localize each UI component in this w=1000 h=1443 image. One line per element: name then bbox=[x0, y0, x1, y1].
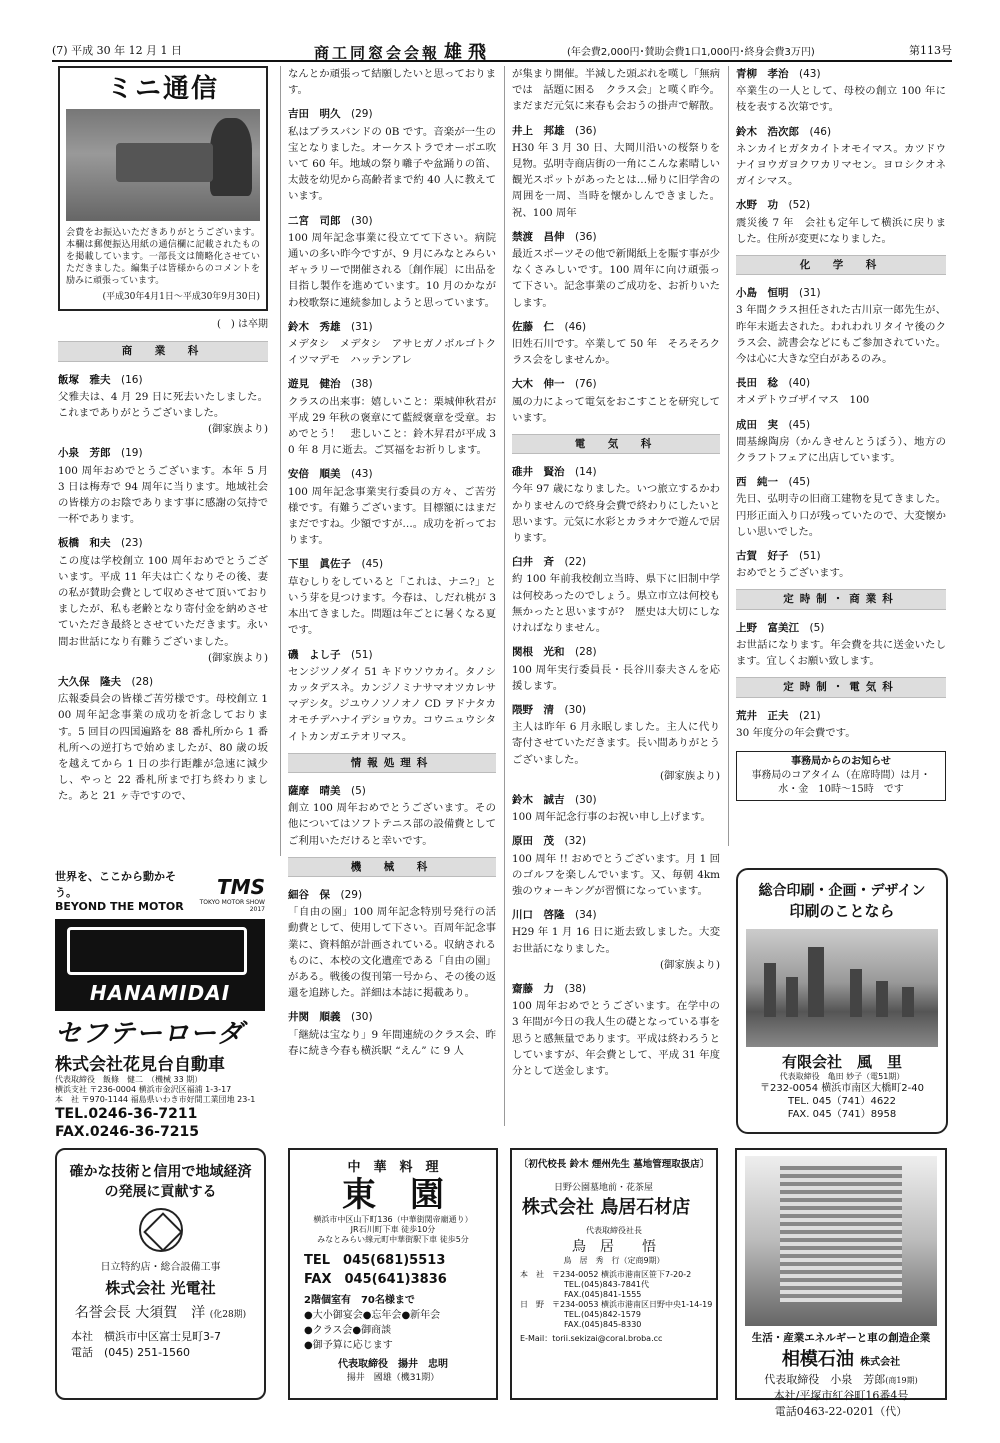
message-text: メデタシ メデタシ アサヒガノボルゴトクイツマデモ ハッテンアレ bbox=[288, 338, 496, 367]
message-text: 約 100 年前我校創立当時、県下に旧制中学は何校あったのでしょう。県立市立は何校も無かったと思いますが? 歴史は大切にしなければなりません。 bbox=[512, 573, 720, 635]
paper-name: 商工同窓会会報 雄飛 bbox=[314, 42, 493, 63]
message-text: 100 周年おめでとうございます。本年 5 月 3 日は梅寿で 94 周年に当ります。地域社会の皆様方のお陰であります事に感謝の気持で一杯であります。 bbox=[58, 464, 268, 526]
address-2: JR石川町下車 徒歩10分 bbox=[350, 1225, 436, 1234]
class-year: (38) bbox=[351, 378, 373, 391]
class-year: (40) bbox=[788, 377, 811, 390]
section-heading: 商 業 科 bbox=[58, 341, 268, 361]
continued-text: が集まり開催。半減した頭ぶれを嘆し「無病では 話題に困る クラス会」と嘆く昨今。まだまだ元気に来春も会おうの掛声で解散。 bbox=[512, 68, 720, 113]
message-text: オメデトウゴザイマス 100 bbox=[736, 394, 870, 407]
member-name bbox=[512, 319, 720, 335]
hq-address: 本 社 〒234-0052 横浜市港南区笹下7-20-2 bbox=[520, 1270, 692, 1279]
class-year: (28) bbox=[575, 646, 597, 659]
class-year: (5) bbox=[809, 621, 825, 634]
paper-title: 雄飛 bbox=[444, 42, 493, 63]
class-year: (5) bbox=[351, 784, 366, 797]
ad-slogan: 生活・産業エネルギーと車の創造企業 bbox=[751, 1332, 931, 1344]
message-entry bbox=[512, 833, 720, 899]
restaurant-name: 東 園 bbox=[342, 1175, 444, 1215]
class-year: (29) bbox=[340, 888, 363, 901]
mini-description: 会費をお振込いただきありがとうございます。本欄は郵便振込用紙の通信欄に記載されたものを掲載しています。一部長文は簡略化させていただきました。編集子は皆様からのコメントを励みに頑張っています。 bbox=[66, 228, 260, 286]
member-name bbox=[288, 376, 496, 392]
member-name bbox=[736, 375, 946, 391]
representative: 代表取締役 飯條 健二 （機械 33 期） bbox=[55, 1075, 203, 1084]
ad-line1: 総合印刷・企画・デザイン bbox=[758, 883, 926, 899]
page-header bbox=[52, 38, 952, 62]
bullet-1: ●大小御宴会●忘年会●新年会 bbox=[304, 1310, 441, 1321]
member-name bbox=[288, 106, 496, 122]
message-text: 創立 100 周年おめでとうございます。その他についてはソフトテニス部の設備費としてご利用いただけると幸いです。 bbox=[288, 802, 496, 847]
message-text: ネンカイヒガタカイトオモイマス。カツドウナイヨウガヨクワカリマセン。ヨロシクオネガイシマス。 bbox=[736, 142, 946, 188]
member-name bbox=[736, 417, 946, 433]
ad-torii-sekizai bbox=[510, 1148, 718, 1400]
ad-koudensha bbox=[55, 1148, 266, 1400]
member-name bbox=[736, 474, 946, 490]
email: E-Mail：torii.sekizai@coral.broba.cc bbox=[520, 1334, 663, 1343]
bullet-3: ●御予算に応じます bbox=[304, 1340, 393, 1351]
message-entry bbox=[288, 783, 496, 849]
ad-slogan: 世界を、ここから動かそう。 bbox=[55, 870, 176, 899]
message-entry bbox=[288, 556, 496, 638]
brand-name: HANAMIDAI bbox=[89, 981, 231, 1005]
message-text: 卒業生の一人として、母校の創立 100 年に枝を表する次第です。 bbox=[736, 85, 946, 114]
message-entry bbox=[58, 674, 268, 805]
city-skyline-photo bbox=[746, 929, 938, 1047]
ad-beyond: BEYOND THE MOTOR bbox=[55, 900, 184, 913]
fee-info: (年会費2,000円･賛助会費1口1,000円･終身会費3万円) bbox=[567, 47, 815, 58]
message-text: 100 周年記念事業に役立てて下さい。病院通いの多い昨今ですが、9 月にみなとみらいギャラリーで開催される〔創作展〕に出品を目指し製作を進めています。10 月のかながわ校歌祭に連続参加しようと思っています。 bbox=[288, 231, 496, 309]
company-name: 株式会社 鳥居石材店 bbox=[522, 1197, 691, 1218]
ad-slogan: 確かな技術と信用で地域経済の発展に貢献する bbox=[69, 1164, 252, 1200]
message-text: 100 周年実行委員長・長谷川泰夫さんを応援します。 bbox=[512, 663, 720, 692]
member-name-text: 安倍 順美 bbox=[288, 468, 341, 481]
message-entry bbox=[512, 702, 720, 784]
member-name-text: 吉田 明久 bbox=[288, 108, 341, 121]
member-name-text: 臼井 斉 bbox=[512, 556, 554, 569]
member-name bbox=[512, 464, 720, 480]
representative: 代表取締役 小泉 芳郎(商19期) bbox=[764, 1373, 918, 1386]
hq-fax: FAX.(045)841-1555 bbox=[564, 1290, 642, 1299]
building-photo bbox=[745, 1156, 937, 1326]
message-entry bbox=[512, 792, 720, 825]
message-entry bbox=[736, 708, 946, 741]
member-name bbox=[512, 554, 720, 570]
ad-tag: 〔初代校長 鈴木 煙州先生 墓地管理取扱店〕 bbox=[518, 1159, 710, 1170]
section-heading: 定時制・商業科 bbox=[736, 589, 946, 609]
message-text: 30 年度分の年会費です。 bbox=[736, 726, 856, 739]
member-name bbox=[512, 229, 720, 245]
member-name-text: 板橋 和夫 bbox=[58, 537, 111, 550]
branch-phone: TEL.(045)842-1579 bbox=[564, 1310, 641, 1319]
member-name bbox=[288, 556, 496, 572]
class-year: (19) bbox=[121, 447, 143, 460]
member-name bbox=[288, 466, 496, 482]
fax: FAX.0246-36-7215 bbox=[55, 1124, 199, 1140]
member-name-text: 下里 眞佐子 bbox=[288, 558, 351, 571]
message-text: 100 周年 !! おめでとうございます。月 1 回のゴルフを楽しんでいます。又、毎朝 4km 強のウォーキングが習慣になっています。 bbox=[512, 852, 720, 897]
message-entry bbox=[736, 285, 946, 367]
message-text: 先日、弘明寺の旧商工建物を見てきました。円形正面入り口が残っていたので、大変懐かしい思いでした。 bbox=[736, 493, 946, 538]
message-text: 父雅夫は、4 月 29 日に死去いたしました。これまでありがとうございました。 bbox=[58, 390, 268, 420]
tms-logo: TMS bbox=[217, 875, 265, 899]
member-name bbox=[288, 647, 496, 663]
member-name bbox=[736, 620, 946, 636]
company-name: 有限会社 風 里 bbox=[781, 1053, 902, 1071]
ad-sagami-sekiyu bbox=[735, 1148, 947, 1418]
member-name-text: 禁渡 昌伸 bbox=[512, 230, 565, 243]
message-entry bbox=[512, 907, 720, 973]
member-name-text: 井上 邦雄 bbox=[512, 124, 565, 137]
section-heading: 情報処理科 bbox=[288, 753, 496, 773]
notice-title: 事務局からのお知らせ bbox=[791, 755, 891, 767]
message-entry bbox=[288, 376, 496, 458]
message-signature: (御家族より) bbox=[659, 769, 720, 782]
message-text: 草むしりをしていると「これは、ナニ?」という芽を見つけます。今春は、しだれ桃が 3 本出てきました。問題は年ごとに暑くなる夏です。 bbox=[288, 575, 496, 637]
member-name-text: 上野 富美江 bbox=[736, 621, 799, 634]
member-name-text: 水野 功 bbox=[736, 199, 778, 212]
address-3: みなとみらい線元町中華街駅下車 徒歩5分 bbox=[317, 1235, 469, 1244]
member-name bbox=[736, 197, 946, 213]
branch-fax: FAX.(045)845-8330 bbox=[564, 1320, 642, 1329]
class-year: (30) bbox=[351, 214, 373, 227]
message-text: 3 年間クラス担任された古川京一郎先生が、昨年末逝去された。われわれリタイヤ後のクラス会、読書会などにもご参加されていた。今は心に大きな空白があるのみ。 bbox=[736, 304, 946, 366]
class-year: (34) bbox=[575, 909, 597, 922]
address: 本社 横浜市中区富士見町3-7 bbox=[71, 1330, 221, 1343]
message-entry bbox=[512, 464, 720, 546]
member-name bbox=[512, 907, 720, 923]
company-logo-icon bbox=[139, 1208, 183, 1252]
member-name-text: 西 純一 bbox=[736, 476, 778, 489]
monument-photo bbox=[66, 109, 260, 221]
section-heading: 機 械 科 bbox=[288, 857, 496, 877]
member-name-text: 小島 恒明 bbox=[736, 287, 789, 300]
message-text: H29 年 1 月 16 日に逝去致しました。大変お世話になりました。 bbox=[512, 926, 720, 955]
member-name-text: 関根 光和 bbox=[512, 646, 565, 659]
message-text: 私はブラスバンドの 0B です。音楽が一生の宝となりました。オーケストラでオーボエ吹いて 60 年。地域の祭り囃子や盆踊りの笛、太鼓を幼児から高齢者まで約 40 人に教えています。 bbox=[288, 125, 496, 203]
member-name-text: 碓井 賢治 bbox=[512, 466, 565, 479]
message-entry bbox=[288, 106, 496, 204]
member-name-text: 大久保 隆夫 bbox=[58, 676, 121, 689]
member-name bbox=[512, 792, 720, 808]
message-signature: (御家族より) bbox=[207, 651, 268, 664]
company-name: 株式会社花見台自動車 bbox=[55, 1055, 225, 1075]
class-year: (36) bbox=[575, 230, 597, 243]
class-year: (21) bbox=[799, 709, 821, 722]
member-name-text: 遊見 健治 bbox=[288, 378, 341, 391]
phone: 電話0463-22-0201（代） bbox=[774, 1405, 908, 1418]
phone: TEL. 045（741）4622 bbox=[788, 1096, 896, 1107]
tms-sub: TOKYO MOTOR SHOW 2017 bbox=[199, 899, 265, 913]
continued-text: なんとか頑張って結願したいと思っております。 bbox=[288, 68, 496, 97]
member-name bbox=[736, 285, 946, 301]
column-3 bbox=[512, 66, 720, 1124]
message-text: 風の力によって電気をおこすことを研究しています。 bbox=[512, 395, 720, 424]
section-heading: 電 気 科 bbox=[512, 434, 720, 454]
member-name-text: 荒井 正夫 bbox=[736, 709, 789, 722]
message-entry bbox=[512, 376, 720, 426]
member-name-text: 齋藤 力 bbox=[512, 982, 554, 995]
column-4 bbox=[736, 66, 946, 795]
member-name bbox=[58, 674, 268, 690]
member-name-text: 大木 伸一 bbox=[512, 378, 565, 391]
member-name-text: 鈴木 浩次郎 bbox=[736, 125, 799, 138]
class-year: (46) bbox=[564, 320, 587, 333]
ad-touen bbox=[288, 1148, 498, 1400]
member-name bbox=[512, 123, 720, 139]
class-year: (31) bbox=[351, 320, 373, 333]
office-notice bbox=[736, 751, 946, 801]
member-name bbox=[512, 833, 720, 849]
member-name-text: 小泉 芳郎 bbox=[58, 447, 111, 460]
message-text: 広報委員会の皆様ご苦労様です。母校創立 100 周年記念事業の成功を祈念しております。5 回目の四国遍路を 88 番札所から 1 番札所への逆打ちで始めましたが、80 歳の坂を越えてから 1 日の歩行距離が急速に減少し、やっと 22 番札所まで打ち終わりました。あと 21 ヶ寺ですので、 bbox=[58, 693, 268, 803]
mini-period: (平成30年4月1日～平成30年9月30日) bbox=[102, 292, 260, 302]
member-name bbox=[58, 535, 268, 551]
message-text: 主人は昨年 6 月永眠しました。主人に代り寄付させていただきます。長い間ありがとうございました。 bbox=[512, 721, 720, 766]
ad-hanamidai bbox=[55, 868, 265, 1140]
class-year: (30) bbox=[575, 793, 597, 806]
rep-title: 代表取締役社長 bbox=[586, 1226, 642, 1235]
message-entry bbox=[512, 229, 720, 311]
member-name-text: 細谷 保 bbox=[288, 888, 330, 901]
class-year: (51) bbox=[351, 648, 373, 661]
class-year: (45) bbox=[788, 418, 811, 431]
class-year: (16) bbox=[121, 373, 143, 386]
message-entry bbox=[512, 981, 720, 1079]
class-year-note: ( ) は卒期 bbox=[217, 319, 268, 331]
class-year: (30) bbox=[564, 703, 587, 716]
message-entry bbox=[58, 372, 268, 438]
member-name-text: 隈野 清 bbox=[512, 703, 554, 716]
message-text: この度は学校創立 100 周年おめでとうございます。平成 11 年夫は亡くなりその後、妻の私が賛助会費として収めさせて頂いておりましたが、私も老齢となり寄付金を納めさせていただき最終とさせていただきます。永い間お世話になり有難うございました。 bbox=[58, 554, 268, 648]
member-name bbox=[736, 66, 946, 82]
member-name-text: 磯 よし子 bbox=[288, 648, 341, 661]
message-text: クラスの出来事：嬉しいこと：栗城伸秋君が平成 29 年秋の褒章にて藍綬褒章を受章。おめでとう！ 悲しいこと：鈴木昇君が平成 30 年 8 月に逝去。ご冥福をお祈りします。 bbox=[288, 395, 496, 457]
address-1: 横浜市中区山下町136（中華街関帝廟通り） bbox=[313, 1215, 473, 1224]
message-entry bbox=[736, 197, 946, 247]
message-entry bbox=[512, 123, 720, 221]
class-year: (52) bbox=[788, 199, 811, 212]
member-name-text: 長田 稔 bbox=[736, 377, 778, 390]
business-type: 日立特約店・総合設備工事 bbox=[100, 1262, 221, 1273]
address: 本社/平塚市紅谷町16番4号 bbox=[773, 1389, 909, 1402]
member-name bbox=[58, 445, 268, 461]
notice-text: 事務局のコアタイム（在席時間）は月・水・金 10時～15時 です bbox=[751, 769, 931, 795]
seating: 2階個室有 70名様まで bbox=[304, 1295, 415, 1306]
product-name: セフテーローダ bbox=[55, 1019, 245, 1049]
message-entry bbox=[736, 66, 946, 116]
member-name bbox=[736, 124, 946, 140]
message-text: 100 周年おめでとうございます。在学中の 3 年間が今日の我人生の礎となっている事を思うと感無量であります。平成は終わろうとしていますが、年会費として、平成 31 年度分として送金します。 bbox=[512, 1000, 720, 1077]
fax: FAX. 045（741）8958 bbox=[787, 1109, 897, 1120]
class-year: (38) bbox=[564, 982, 587, 995]
representative: 代表取締役 亀田 妙子（電51期） bbox=[779, 1072, 905, 1081]
representative: 鳥 居 悟 bbox=[572, 1239, 656, 1255]
class-year: (30) bbox=[351, 1011, 373, 1024]
member-name-text: 古賀 好子 bbox=[736, 550, 789, 563]
address-branch: 横浜支社 〒236-0004 横浜市金沢区福浦 1-3-17 bbox=[55, 1085, 232, 1094]
message-entry bbox=[512, 319, 720, 369]
message-entry bbox=[288, 466, 496, 548]
truck-logo-icon bbox=[55, 919, 265, 1011]
member-name bbox=[512, 644, 720, 660]
class-year: (32) bbox=[564, 835, 587, 848]
representative-2: 鳥 居 秀 行（定商9期） bbox=[563, 1256, 665, 1265]
ad-line2: 印刷のことなら bbox=[789, 902, 895, 920]
class-year: (36) bbox=[575, 124, 597, 137]
class-year: (45) bbox=[788, 476, 811, 489]
message-text: センジツノダイ 51 キドウソウカイ。タノシカッタデスネ。カンジノミナサマオツカレサマデシタ。ジユウノソノオノ CD ヲドナタカオモチデハナイデショウカ。コウニュウシタイトカンガエテオリマス。 bbox=[288, 665, 496, 743]
class-year: (45) bbox=[361, 558, 384, 571]
member-name-text: 成田 実 bbox=[736, 418, 778, 431]
member-name-text: 二宮 司郎 bbox=[288, 214, 341, 227]
message-entry bbox=[736, 417, 946, 467]
section-heading: 化 学 科 bbox=[736, 255, 946, 275]
class-year: (51) bbox=[799, 550, 821, 563]
member-name-text: 青柳 孝治 bbox=[736, 68, 789, 80]
message-text: 間基線陶房（かんきせんとうぼう）、地方のクラフトフェアに出店しています。 bbox=[736, 435, 946, 465]
address-hq: 本 社 〒970-1144 福島県いわき市好間工業団地 23-1 bbox=[55, 1095, 256, 1104]
message-entry bbox=[736, 474, 946, 540]
class-year: (29) bbox=[351, 108, 373, 121]
branch-address: 日 野 〒234-0053 横浜市港南区日野中央1-14-19 bbox=[520, 1300, 713, 1309]
member-name-text: 井関 順義 bbox=[288, 1011, 341, 1024]
phone: 電話 (045) 251-1560 bbox=[71, 1346, 191, 1359]
message-text: おめでとうございます。 bbox=[736, 567, 850, 580]
hq-phone: TEL.(045)843-7841代 bbox=[564, 1280, 649, 1289]
member-name bbox=[736, 708, 946, 724]
class-year: (43) bbox=[351, 468, 373, 481]
message-text: 100 周年記念行事のお祝い申し上げます。 bbox=[512, 811, 711, 824]
member-name bbox=[288, 319, 496, 335]
member-name bbox=[58, 372, 268, 388]
message-entry bbox=[288, 213, 496, 311]
message-signature: (御家族より) bbox=[659, 958, 720, 971]
issue-date: (7) 平成 30 年 12 月 1 日 bbox=[52, 44, 183, 57]
company-name: 株式会社 光電社 bbox=[105, 1279, 216, 1297]
message-entry bbox=[512, 644, 720, 694]
message-entry bbox=[736, 548, 946, 581]
message-text: H30 年 3 月 30 日、大岡川沿いの桜祭りを見物。弘明寺商店街の一角にこんな素晴しい観光スポットがあったとは…帰りに旧学舎の周囲を一周、当時を懐かしんできました。祝、100 周年 bbox=[512, 141, 720, 219]
member-name-text: 鈴木 誠吉 bbox=[512, 793, 565, 806]
message-entry bbox=[288, 319, 496, 369]
class-year: (23) bbox=[121, 537, 143, 550]
company-name: 相模石油 株式会社 bbox=[781, 1349, 901, 1370]
fax: FAX 045(641)3836 bbox=[304, 1272, 447, 1287]
column-1 bbox=[58, 66, 268, 856]
message-entry bbox=[288, 887, 496, 1001]
class-year: (76) bbox=[575, 378, 597, 391]
address: 〒232-0054 横浜市南区大橋町2-40 bbox=[759, 1083, 925, 1094]
message-text: 「継続は宝なり」9 年間連続のクラス会、昨春に続き今春も横浜駅 “えん” に 9 人 bbox=[288, 1028, 496, 1057]
member-name bbox=[736, 548, 946, 564]
member-name-text: 薩摩 晴美 bbox=[288, 784, 341, 797]
message-entry bbox=[288, 1009, 496, 1059]
member-name bbox=[288, 887, 496, 903]
message-entry bbox=[736, 124, 946, 190]
message-signature: (御家族より) bbox=[207, 423, 268, 436]
phone: TEL.0246-36-7211 bbox=[55, 1106, 198, 1122]
class-year: (28) bbox=[131, 676, 154, 689]
message-entry bbox=[512, 554, 720, 636]
section-heading: 定時制・電気科 bbox=[736, 677, 946, 697]
class-year: (43) bbox=[799, 68, 821, 80]
message-text: 震災後 7 年 会社も定年して横浜に戻りました。住所が変更になりました。 bbox=[736, 216, 946, 245]
member-name bbox=[512, 376, 720, 392]
mini-title: ミニ通信 bbox=[106, 74, 219, 104]
member-name bbox=[288, 783, 496, 799]
member-name-text: 佐藤 仁 bbox=[512, 320, 554, 333]
representative: 代表取締役 揚井 忠明 bbox=[338, 1359, 448, 1370]
representative-2: 揚井 國雄（機31期） bbox=[346, 1373, 440, 1383]
honorary-chair: 名誉会長 大須賀 洋 (化28期) bbox=[74, 1305, 247, 1321]
ad-sub: 日野公園墓地前・花茶屋 bbox=[554, 1183, 654, 1193]
member-name bbox=[512, 981, 720, 997]
member-name bbox=[288, 1009, 496, 1025]
cuisine-type: 中 華 料 理 bbox=[347, 1160, 439, 1175]
bullet-2: ●クラス会●御商談 bbox=[304, 1325, 392, 1336]
class-year: (46) bbox=[809, 125, 832, 138]
message-text: 100 周年記念事業実行委員の方々、ご苦労様です。有難うございます。目標額にはまだまだですね。少額ですが…。成功を祈っております。 bbox=[288, 485, 496, 547]
mini-tsushin-box bbox=[58, 66, 268, 311]
message-text: 「自由の園」100 周年記念特別号発行の活動費として、使用して下さい。百周年記念事業に、資料館が計画されている。収納されるものに、本校の文化遺産である「自由の園」がある。戦後の復刊第一号から、その後の返還を追跡した。詳細は本誌に掲載あり。 bbox=[288, 906, 496, 1000]
message-entry bbox=[736, 620, 946, 670]
ad-fuuri bbox=[736, 868, 948, 1134]
message-text: 旧姓石川です。卒業して 50 年 そろそろクラス会をしませんか。 bbox=[512, 338, 720, 367]
member-name-text: 飯塚 雅夫 bbox=[58, 373, 111, 386]
member-name bbox=[512, 702, 720, 718]
phone: TEL 045(681)5513 bbox=[304, 1253, 446, 1268]
member-name-text: 川口 啓隆 bbox=[512, 909, 565, 922]
message-entry bbox=[736, 375, 946, 408]
member-name-text: 鈴木 秀雄 bbox=[288, 320, 341, 333]
message-text: 最近スポーツその他で新聞紙上を賑す事が少なくさみしいです。100 周年に向け頑張って下さい。記念事業のご成功を、お祈りいたします。 bbox=[512, 248, 720, 309]
message-entry bbox=[288, 647, 496, 745]
member-name-text: 原田 茂 bbox=[512, 835, 554, 848]
class-year: (31) bbox=[799, 287, 821, 300]
message-entry bbox=[58, 445, 268, 527]
class-year: (22) bbox=[564, 556, 587, 569]
class-year: (14) bbox=[575, 466, 597, 479]
issue-number: 第113号 bbox=[909, 44, 952, 57]
message-entry bbox=[58, 535, 268, 666]
message-text: お世話になります。年会費を共に送金いたします。宜しくお願い致します。 bbox=[736, 638, 946, 668]
member-name bbox=[288, 213, 496, 229]
message-text: 今年 97 歳になりました。いつ旅立するかわかりませんので終身会費で終わりにしたいと思います。元気に水彩とカラオケで遊んで居ります。 bbox=[512, 483, 720, 545]
column-2 bbox=[288, 66, 496, 1124]
